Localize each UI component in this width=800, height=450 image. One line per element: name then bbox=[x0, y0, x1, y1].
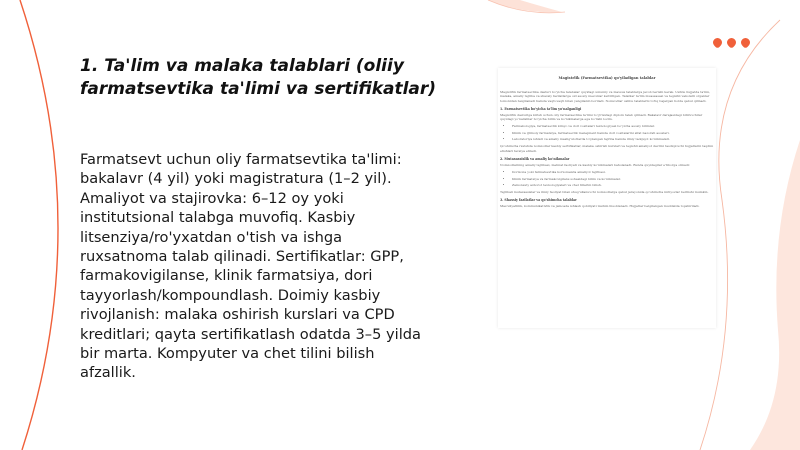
document-bullet-list bbox=[500, 170, 714, 187]
document-section-heading: 2. Mutaxassislik va amaliy ko'nikmalar bbox=[500, 156, 570, 161]
document-section-text: Tajribali mutaxassislar va ilmiy faoliyat bilan shug'ullanuvchi nomzodlarga qabul jarayonida qo'shimcha imtiyozlar berilishi mumkin. bbox=[500, 190, 709, 195]
document-section-text: Qo'shimcha ravishda nomzodlar kasbiy sertifikatlar, malaka oshirish kurslari va tegishli amaliyot davrini tasdiqlovchi hujjatlarni taqdim etishlari tavsiya etiladi. bbox=[500, 144, 714, 153]
accent-dot-2 bbox=[725, 36, 738, 49]
document-bullet: • Klinik farmatsiya va farmakovigilans sohasidagi bilim va ko'nikmalar. bbox=[512, 177, 714, 181]
slide-body-text: Farmatsevt uchun oliy farmatsevtika ta'limi: bakalavr (4 yil) yoki magistratura (1–2 yil). Amaliyot va stajirovka: 6–12 oy yoki institutsional talabga muvofiq. Kasbiy litsenziya/ro'yxatdan o'tish va ishga ruxsatnoma talab qilinadi. Sertifikatlar: GPP, farmakovigilanse, klinik farmatsiya, dori tayyorlash/kompoundlash. Doimiy kasbiy rivojlanish: malaka oshirish kurslari va CPD kreditlari; qayta sertifikatlash odatda 3–5 yilda bir marta. Kompyuter va chet tilini bilish afzallik. bbox=[80, 151, 421, 382]
document-section-text: Nomzodlarning amaliy tajribasi, mehnat faoliyati va kasbiy ko'nikmalari baholanadi. Bunda quyidagilar e'tiborga olinadi: bbox=[500, 162, 690, 167]
document-title: Magistrlik (Farmatsevtika) qo'yiladigan talablar bbox=[558, 76, 656, 80]
top-right-arc bbox=[488, 0, 562, 12]
bottom-right-wave-fill bbox=[750, 140, 800, 450]
document-bullet: • Zamonaviy axborot texnologiyalari va chet tillarini bilish. bbox=[512, 183, 714, 187]
document-preview bbox=[498, 68, 716, 328]
slide-title: 1. Ta'lim va malaka talablari (oliiy farmatsevtika ta'limi va sertifikatlar) bbox=[80, 56, 437, 99]
document-section-text: Magistrlik dasturiga kirish uchun oliy farmatsevtika ta'limi to'g'risidagi diplom talab qilinadi. Bakalavr darajasidagi bitiruvchilar quyidagi yo'nalishlar bo'yicha bilim va ko'nikmalarga ega bo'lishi lozim. bbox=[500, 112, 703, 122]
document-bullet: • Klinik va ijtimoiy farmatsiya, farmatsevtik menejment hamda dori vositalarini sifat nazorati asoslari. bbox=[512, 131, 714, 135]
document-section-text: Mas'uliyatlilik, kommunikativlik va jamoada ishlash qobiliyati muhim hisoblanadi. Hujjatlar belgilangan muddatda topshiriladi. bbox=[500, 204, 700, 209]
document-bullet: • Dorixona yoki farmatsevtika korxonasida amaliyot tajribasi. bbox=[512, 170, 714, 174]
accent-dot-1 bbox=[711, 36, 724, 49]
document-section-heading: 1. Farmatsevtika bo'yicha ta'lim yo'nalganligi bbox=[500, 106, 582, 111]
document-section-heading: 3. Shaxsiy fazilatlar va qo'shimcha talablar bbox=[500, 198, 577, 203]
document-intro: Magistrlik farmatsevtika dasturi bo'yicha talabalar quyidagi umumiy va maxsus talablarga javob berishi kerak. Ushbu hujjatda ta'lim, malaka, amaliy tajriba va shaxsiy fazilatlarga oid asosiy mezonlar keltirilgan. Talablar ta'lim muassasasi va tegishli vakolatli organlar tomonidan belgilanadi hamda vaqti-vaqti bilan yangilanib boriladi. Nomzodlar ushbu talablarni to'liq bajargan holda qabul qilinadi. bbox=[500, 90, 711, 103]
document-bullet: • Farmakologiya, farmatsevtik kimyo va dori vositalari texnologiyasi bo'yicha asosiy bilimlar. bbox=[512, 124, 714, 128]
left-curve-line bbox=[20, 0, 58, 450]
accent-dots bbox=[713, 38, 750, 50]
document-bullet-list bbox=[500, 124, 714, 141]
document-bullet: • Laboratoriya ishlari va amaliy mashg'ulotlarda to'plangan tajriba hamda ilmiy tadqiqot ko'nikmalari. bbox=[512, 137, 714, 141]
accent-dot-3 bbox=[739, 36, 752, 49]
